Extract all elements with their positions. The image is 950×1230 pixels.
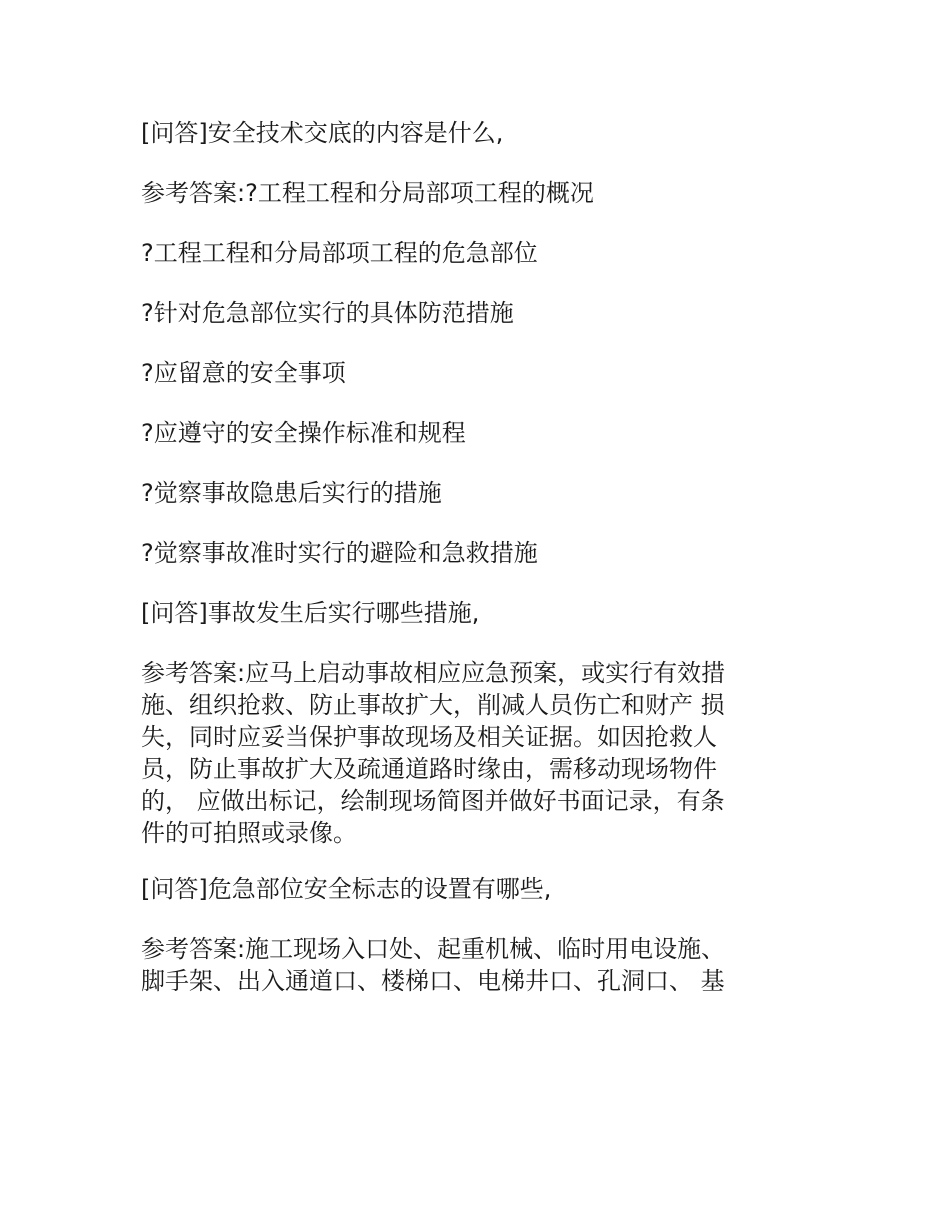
answer-2-line: 件的可拍照或录像。 xyxy=(141,819,357,847)
answer-3-line: 脚手架、出入通道口、楼梯口、电梯井口、孔洞口、 基 xyxy=(141,967,725,995)
answer-1-item: ?应留意的安全事项 xyxy=(141,359,346,387)
answer-1-item: ?觉察事故隐患后实行的措施 xyxy=(141,479,442,507)
answer-1-item: ?应遵守的安全操作标准和规程 xyxy=(141,419,466,447)
answer-2-line: 员，防止事故扩大及疏通道路时缘由，需移动现场物件 xyxy=(141,755,717,783)
answer-2-paragraph xyxy=(141,657,801,849)
answer-3-paragraph xyxy=(141,933,801,997)
document-body xyxy=(141,117,801,1021)
answer-2-line: 施、组织抢救、防止事故扩大，削减人员伤亡和财产 损 xyxy=(141,691,725,719)
question-2: [问答]事故发生后实行哪些措施, xyxy=(141,599,480,627)
question-3: [问答]危急部位安全标志的设置有哪些, xyxy=(141,875,552,903)
answer-1-item: ?针对危急部位实行的具体防范措施 xyxy=(141,299,514,327)
question-1: [问答]安全技术交底的内容是什么, xyxy=(141,119,504,147)
answer-3-line: 参考答案:施工现场入口处、起重机械、临时用电设施、 xyxy=(141,935,726,963)
answer-2-line: 失，同时应妥当保护事故现场及相关证据。如因抢救人 xyxy=(141,723,717,751)
answer-1-item: ?觉察事故准时实行的避险和急救措施 xyxy=(141,539,538,567)
answer-2-line: 参考答案:应马上启动事故相应应急预案，或实行有效措 xyxy=(141,659,726,687)
answer-2-line: 的， 应做出标记，绘制现场简图并做好书面记录，有条 xyxy=(141,787,725,815)
answer-1-intro: 参考答案:?工程工程和分局部项工程的概况 xyxy=(141,179,594,207)
answer-1-item: ?工程工程和分局部项工程的危急部位 xyxy=(141,239,538,267)
